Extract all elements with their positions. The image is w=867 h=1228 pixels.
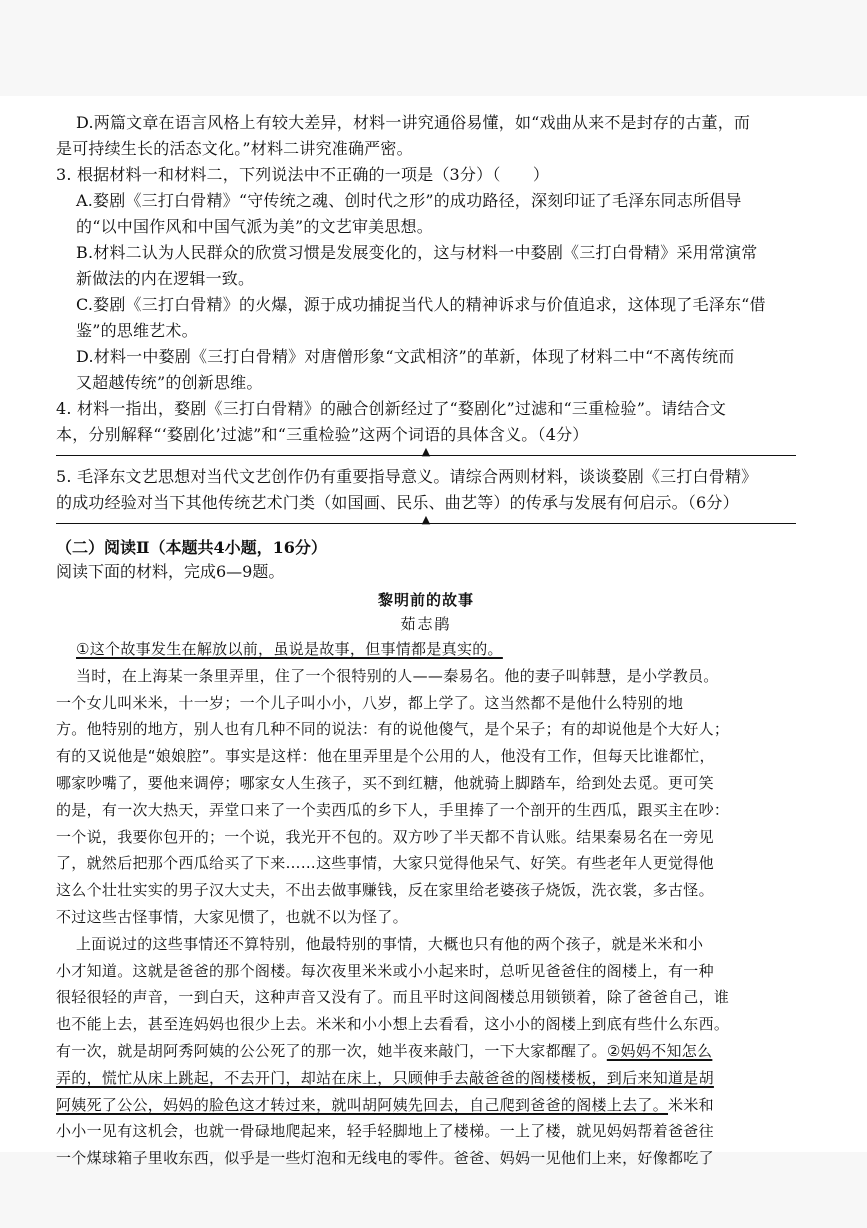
answer-marker-icon: ▲ (421, 445, 431, 458)
q2-option-d-line2: 是可持续生长的活态文化。”材料二讲究准确严密。 (56, 139, 413, 158)
q4-line1: 4. 材料一指出，婺剧《三打白骨精》的融合创新经过了“婺剧化”过滤和“三重检验”。请结合文 (56, 399, 727, 418)
body-line: 很轻很轻的声音，一到白天，这种声音又没有了。而且平时这间阁楼总用锁锁着，除了爸爸自己，谁 (56, 988, 730, 1007)
body-line: 一个女儿叫米米，十一岁；一个儿子叫小小，八岁，都上学了。这当然都不是他什么特别的地 (56, 693, 684, 712)
article-paragraph-2 (56, 663, 796, 931)
q5-line2: 的成功经验对当下其他传统艺术门类（如国画、民乐、曲艺等）的传承与发展有何启示。（6分） (56, 493, 739, 512)
body-line: 的是，有一次大热天，弄堂口来了一个卖西瓜的乡下人，手里捧了一个剖开的生西瓜，跟买主在吵： (56, 800, 730, 819)
q4-line2: 本，分别解释“‘婺剧化’过滤”和“三重检验”这两个词语的具体含义。（4分） (56, 425, 589, 444)
q3-option-b-line1: B.材料二认为人民群众的欣赏习惯是发展变化的，这与材料一中婺剧《三打白骨精》采用常演常 (76, 243, 758, 262)
article-author: 茹志鹃 (400, 615, 452, 633)
body-line (56, 1038, 796, 1065)
article-paragraph-1: ①这个故事发生在解放以前，虽说是故事，但事情都是真实的。 (76, 640, 503, 658)
q5-line1: 5. 毛泽东文艺思想对当代文艺创作仍有重要指导意义。请综合两则材料，谈谈婺剧《三打白骨精》 (56, 467, 758, 486)
body-text: 有一次，就是胡阿秀阿姨的公公死了的那一次，她半夜来敲门，一下大家都醒了。 (56, 1041, 607, 1060)
q3-option-d-line1: D.材料一中婺剧《三打白骨精》对唐僧形象“文武相济”的革新，体现了材料二中“不离传统而 (76, 347, 735, 366)
underlined-sentence-2: ②妈妈不知怎么 (606, 1041, 713, 1060)
body-line: 哪家吵嘴了，要他来调停；哪家女人生孩子，买不到红糖，他就骑上脚踏车，给到处去觅。更可笑 (56, 773, 714, 792)
q3-stem: 3. 根据材料一和材料二，下列说法中不正确的一项是（3分）（ ） (56, 165, 550, 184)
q3-option-d-line2: 又超越传统”的创新思维。 (76, 373, 263, 392)
body-line: 方。他特别的地方，别人也有几种不同的说法：有的说他傻气，是个呆子；有的却说他是个大好人； (56, 720, 730, 739)
body-line: 上面说过的这些事情还不算特别，他最特别的事情，大概也只有他的两个孩子，就是米米和小 (76, 934, 704, 953)
q3-option-a-line2: 的“以中国作风和中国气派为美”的文艺审美思想。 (76, 217, 433, 236)
underlined-sentence-2: 阿姨死了公公，妈妈的脸色这才转过来，就叫胡阿姨先回去，自己爬到爸爸的阁楼上去了。 (56, 1095, 669, 1114)
body-line: 有的又说他是“娘娘腔”。事实是这样：他在里弄里是个公用的人，他没有工作，但每天比谁都忙， (56, 747, 715, 766)
body-line: 一个煤球箱子里收东西，似乎是一些灯泡和无线电的零件。爸爸、妈妈一见他们上来，好像都吃了 (56, 1149, 714, 1168)
q5-answer-line (56, 513, 796, 530)
q3-option-c-line2: 鉴”的思维艺术。 (76, 321, 198, 340)
q4-answer-line (56, 445, 796, 462)
scan-top-margin (0, 0, 867, 96)
body-line: 不过这些古怪事情，大家见惯了，也就不以为怪了。 (56, 907, 408, 926)
q3-option-c-line1: C.婺剧《三打白骨精》的火爆，源于成功捕捉当代人的精神诉求与价值追求，这体现了毛泽东“借 (76, 295, 766, 314)
q3-option-b-line2: 新做法的内在逻辑一致。 (76, 269, 255, 288)
body-line: 了，就然后把那个西瓜给买了下来……这些事情，大家只觉得他呆气、好笑。有些老年人更觉得他 (56, 854, 714, 873)
answer-marker-icon: ▲ (421, 513, 431, 526)
section-intro: 阅读下面的材料，完成6—9题。 (56, 562, 285, 581)
body-line: 这么个壮壮实实的男子汉大丈夫，不出去做事赚钱，反在家里给老婆孩子烧饭，洗衣裳，多古怪。 (56, 881, 714, 900)
article-title: 黎明前的故事 (377, 591, 474, 609)
body-text: 米米和 (668, 1095, 714, 1114)
body-line: 当时，在上海某一条里弄里，住了一个很特别的人——秦易名。他的妻子叫韩慧，是小学教员。 (76, 666, 719, 685)
body-line: 小才知道。这就是爸爸的那个阁楼。每次夜里米米或小小起来时，总听见爸爸住的阁楼上，有一种 (56, 961, 714, 980)
q3-option-a-line1: A.婺剧《三打白骨精》“守传统之魂、创时代之形”的成功路径，深刻印证了毛泽东同志所倡导 (76, 191, 742, 210)
body-line: 也不能上去，甚至连妈妈也很少上去。米米和小小想上去看看，这小小的阁楼上到底有些什么东西。 (56, 1015, 730, 1034)
body-line: 一个说，我要你包开的；一个说，我光开不包的。双方吵了半天都不肯认账。结果秦易名在一旁见 (56, 827, 714, 846)
body-line (56, 1092, 796, 1119)
page-content (56, 110, 796, 1172)
underlined-sentence-2: 弄的，慌忙从床上跳起，不去开门，却站在床上，只顾伸手去敲爸爸的阁楼楼板，到后来知道是胡 (56, 1068, 714, 1087)
section-title: （二）阅读Ⅱ（本题共4小题，16分） (56, 538, 327, 557)
article-paragraph-3 (56, 931, 796, 1172)
body-line: 小小一见有这机会，也就一骨碌地爬起来，轻手轻脚地上了楼梯。一上了楼，就见妈妈帮着爸爸往 (56, 1122, 714, 1141)
q2-option-d-line1: D.两篇文章在语言风格上有较大差异，材料一讲究通俗易懂，如“戏曲从来不是封存的古董，而 (76, 113, 751, 132)
